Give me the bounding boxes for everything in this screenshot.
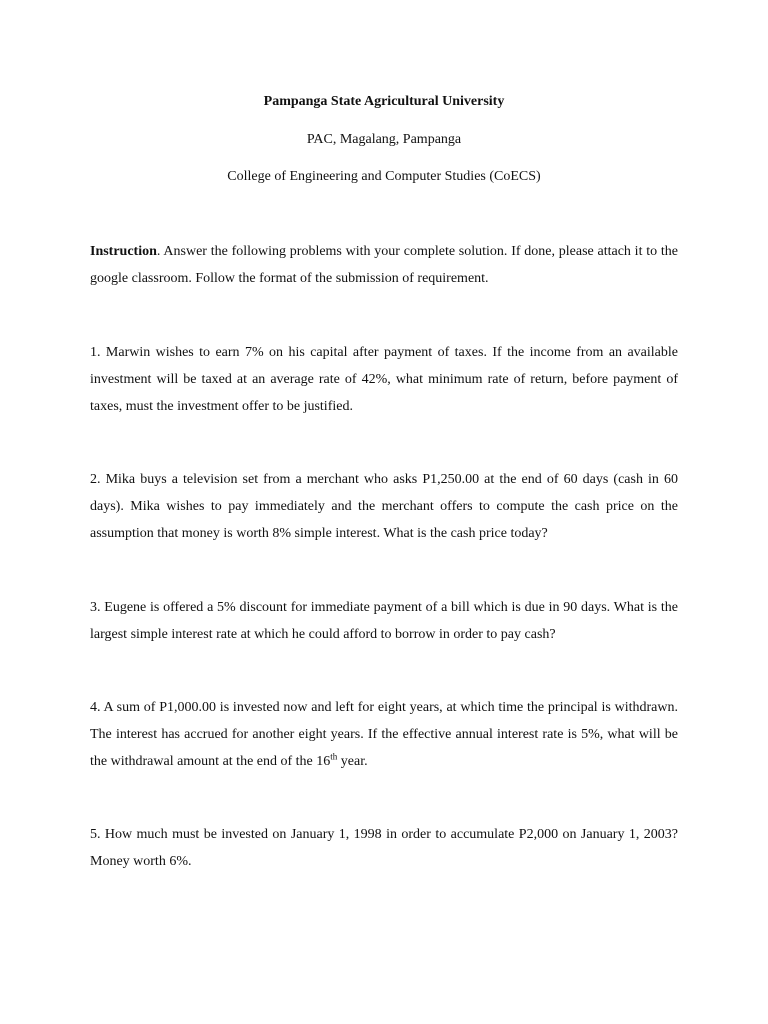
instruction-label: Instruction: [90, 244, 157, 259]
problem-4-text: 4. A sum of P1,000.00 is invested now and left for eight years, at which time the principal is withdrawn. The interest has accrued for another eight years. If the effective annual interest rate is 5%, what will be the withdrawal amount at the end of the 16: [90, 700, 678, 769]
college-name: College of Engineering and Computer Studies (CoECS): [227, 169, 541, 184]
problem-4: [90, 694, 678, 775]
problem-3: 3. Eugene is offered a 5% discount for immediate payment of a bill which is due in 90 days. What is the largest simple interest rate at which he could afford to borrow in order to pay cash?: [90, 600, 678, 642]
problem-4-ending: year.: [337, 754, 368, 769]
instruction-paragraph: [90, 238, 678, 292]
problem-2: 2. Mika buys a television set from a merchant who asks P1,250.00 at the end of 60 days (cash in 60 days). Mika wishes to pay immediately and the merchant offers to compute the cash price on the assumption that money is worth 8% simple interest. What is the cash price today?: [90, 472, 678, 541]
university-address: PAC, Magalang, Pampanga: [306, 132, 462, 147]
instruction-text: . Answer the following problems with your complete solution. If done, please attach it to the google classroom. Follow the format of the submission of requirement.: [90, 244, 678, 286]
problem-5: 5. How much must be invested on January 1, 1998 in order to accumulate P2,000 on January 1, 2003? Money worth 6%.: [90, 827, 678, 869]
problem-1: 1. Marwin wishes to earn 7% on his capital after payment of taxes. If the income from an available investment will be taxed at an average rate of 42%, what minimum rate of return, before payment of taxes, must the investment offer to be justified.: [90, 345, 678, 414]
problem-4-superscript: th: [330, 751, 338, 762]
university-title: Pampanga State Agricultural University: [263, 94, 505, 109]
